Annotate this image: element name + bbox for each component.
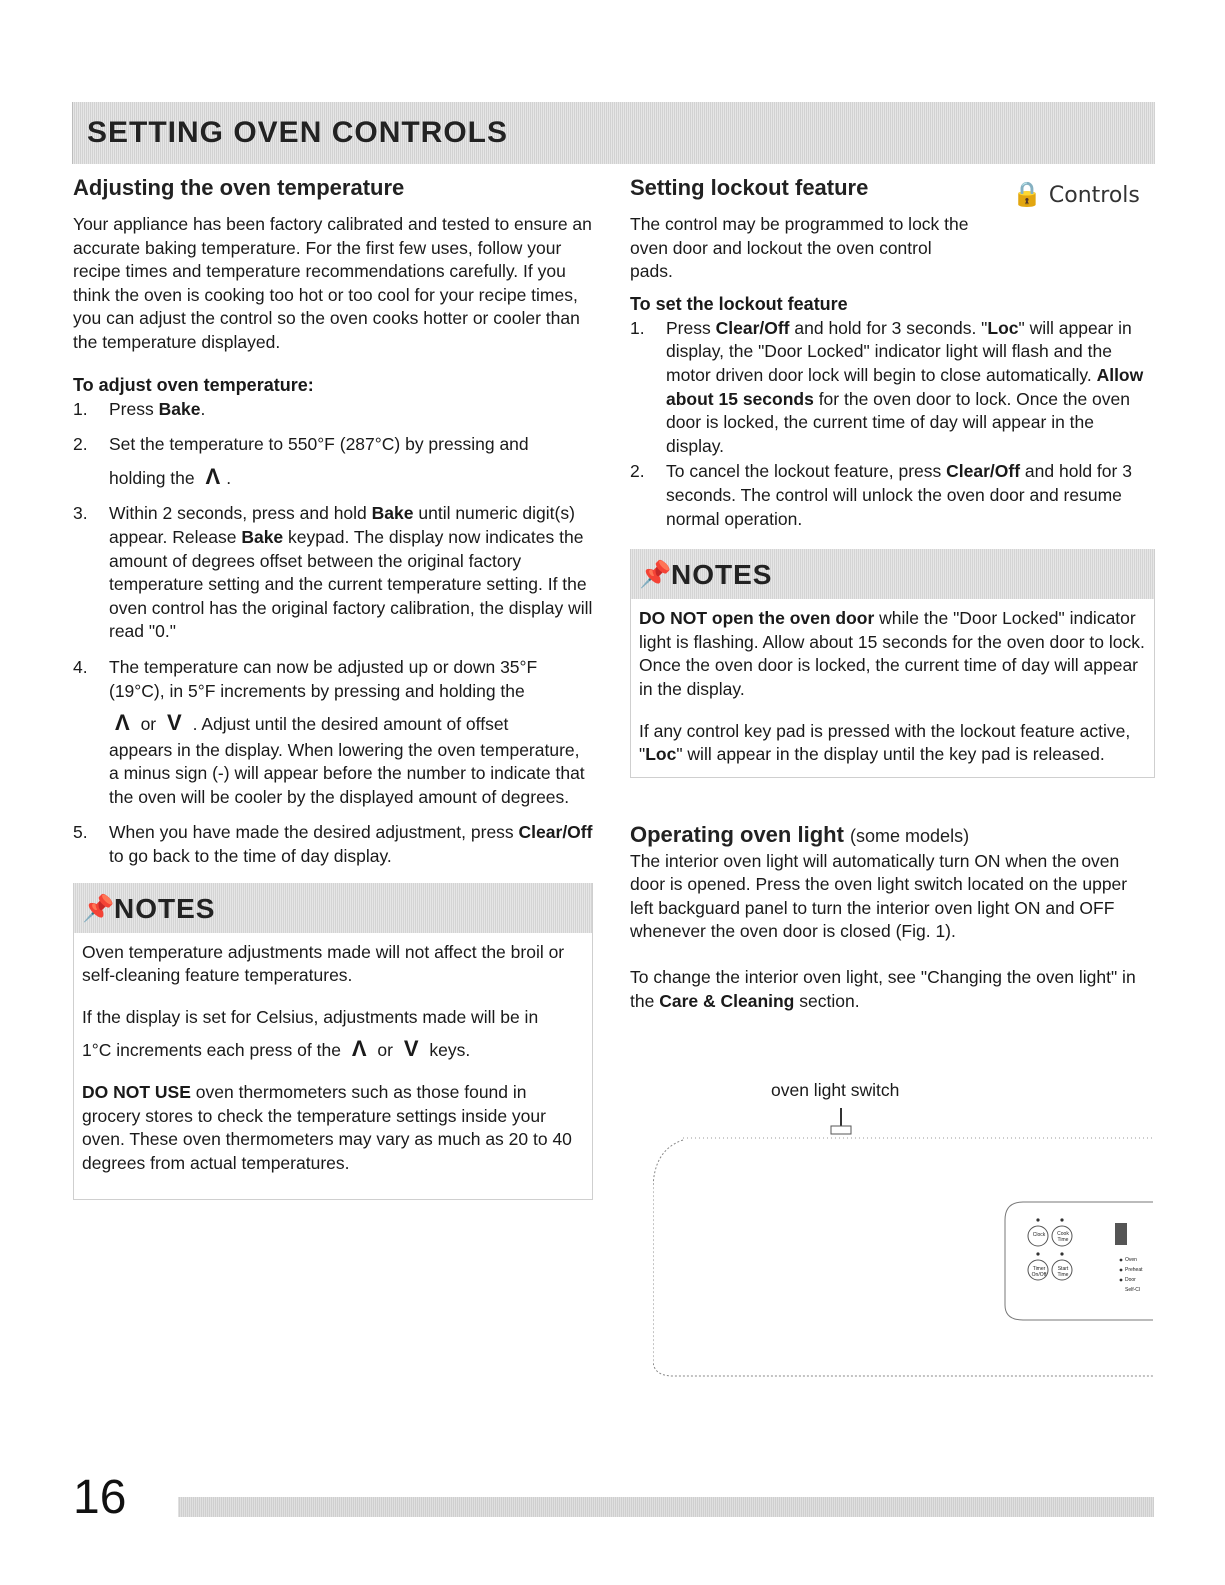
adjust-temp-subhead: To adjust oven temperature:	[73, 374, 314, 395]
right-column	[630, 175, 1155, 1013]
up-arrow-icon: Λ	[351, 1036, 367, 1062]
down-arrow-icon: V	[167, 710, 182, 736]
oven-light-para: The interior oven light will automatically turn ON when the oven door is opened. Press the oven light switch located on the upper left backguard panel to turn the interior oven light ON and OFF whenever the oven door is closed (Fig. 1).	[630, 850, 1128, 942]
pushpin-icon: 📌	[639, 559, 672, 590]
section-title: SETTING OVEN CONTROLS	[87, 116, 509, 149]
oven-light-figure	[653, 1080, 1153, 1380]
oven-temp-heading: Adjusting the oven temperature	[73, 175, 405, 200]
note-paragraph: DO NOT USE oven thermometers such as those found in grocery stores to check the temperature settings inside your oven. These oven thermometers may vary as much as 20 to 40 degrees from actual temperatures.	[82, 1082, 572, 1173]
note-paragraph: DO NOT open the oven door while the "Door Locked" indicator light is flashing. Allow about 15 seconds for the oven door to lock. Once the oven door is locked, the current time of day will appear in the display.	[639, 608, 1145, 699]
note-paragraph: Oven temperature adjustments made will not affect the broil or self-cleaning feature temperatures.	[82, 941, 565, 986]
start-time-key: Start Time	[1057, 1266, 1069, 1278]
notes-title: NOTES	[671, 559, 773, 591]
note-paragraph: If any control key pad is pressed with the lockout feature active, "Loc" will appear in the display until the key pad is released.	[639, 720, 1131, 765]
list-item: 2. Set the temperature to 550°F (287°C) by pressing and holding the Λ .	[73, 434, 529, 489]
up-arrow-icon: Λ	[205, 463, 221, 489]
controls-badge: 🔒 Controls	[1012, 180, 1140, 208]
left-column	[73, 175, 593, 1200]
list-item: 2. To cancel the lockout feature, press Clear/Off and hold for 3 seconds. The control will unlock the oven door and resume normal operation.	[630, 461, 1132, 529]
indicator-label: Door	[1125, 1277, 1136, 1283]
notes-header	[631, 549, 1154, 599]
oven-light-para: To change the interior oven light, see "Changing the oven light" in the Care & Cleaning section.	[630, 967, 1136, 1011]
indicator-label: Preheat	[1125, 1267, 1143, 1273]
lock-icon: 🔒	[1012, 180, 1042, 208]
down-arrow-icon: V	[403, 1036, 419, 1062]
notes-title: NOTES	[114, 892, 216, 924]
notes-body	[74, 933, 592, 1200]
adjust-temp-steps	[73, 398, 593, 869]
figure-label: oven light switch	[771, 1080, 900, 1100]
lockout-subhead: To set the lockout feature	[630, 293, 848, 314]
list-item: 1. Press Clear/Off and hold for 3 seconds. "Loc" will appear in display, the "Door Locked" indicator light will flash and the motor driven door lock will begin to close automatically. Allow about 15 seconds for the oven door to lock. Once the oven door is locked, the current time of day will appear in the display.	[630, 317, 1144, 456]
temp-notes-box	[73, 883, 593, 1201]
oven-temp-intro: Your appliance has been factory calibrated and tested to ensure an accurate baking temperature. For the first few uses, follow your recipe times and temperature recommendations carefully. If you think the oven is cooking too hot or too cool for your recipe times, you can adjust the control so the oven cooks hotter or cooler than the temperature displayed.	[73, 214, 592, 352]
list-item: 3. Within 2 seconds, press and hold Bake until numeric digit(s) appear. Release Bake keypad. The display now indicates the amount of degrees offset between the original factory temperature setting and the current temperature setting. If the oven control has the original factory calibration, the display will read "0."	[73, 503, 593, 642]
cook-time-key: Cook Time	[1057, 1231, 1069, 1243]
footer-bar	[178, 1497, 1154, 1517]
pushpin-icon: 📌	[82, 892, 115, 923]
clock-key: Clock	[1032, 1232, 1046, 1238]
page-number: 16	[73, 1471, 127, 1524]
indicator-label: Oven	[1125, 1257, 1137, 1263]
lockout-steps	[630, 317, 1155, 531]
timer-key: Timer On/Off	[1031, 1266, 1047, 1278]
up-arrow-icon: Λ	[115, 710, 130, 736]
section-banner	[72, 102, 1155, 164]
note-paragraph: If the display is set for Celsius, adjustments made will be in 1°C increments each press of the Λ or V keys.	[82, 1006, 539, 1062]
backguard-illustration	[653, 1080, 1153, 1380]
oven-light-heading: Operating oven light (some models)	[630, 821, 970, 847]
list-item: 5. When you have made the desired adjustment, press Clear/Off to go back to the time of day display.	[73, 822, 593, 867]
lockout-heading: Setting lockout feature	[630, 175, 869, 200]
lockout-notes-box	[630, 549, 1155, 778]
lockout-intro: The control may be programmed to lock the oven door and lockout the oven control pads.	[630, 214, 969, 282]
list-item: 4. The temperature can now be adjusted up or down 35°F (19°C), in 5°F increments by pressing and holding the Λ or V . Adjust until the desired amount of offset appears in the display. When lowering the oven temperature, a minus sign (-) will appear before the number to indicate that the oven will be cooler by the displayed amount of degrees.	[73, 656, 585, 807]
notes-header	[74, 883, 592, 933]
indicator-label: Self-Cl	[1125, 1287, 1141, 1293]
list-item: 1. Press Bake.	[73, 398, 206, 419]
notes-body	[631, 599, 1154, 777]
